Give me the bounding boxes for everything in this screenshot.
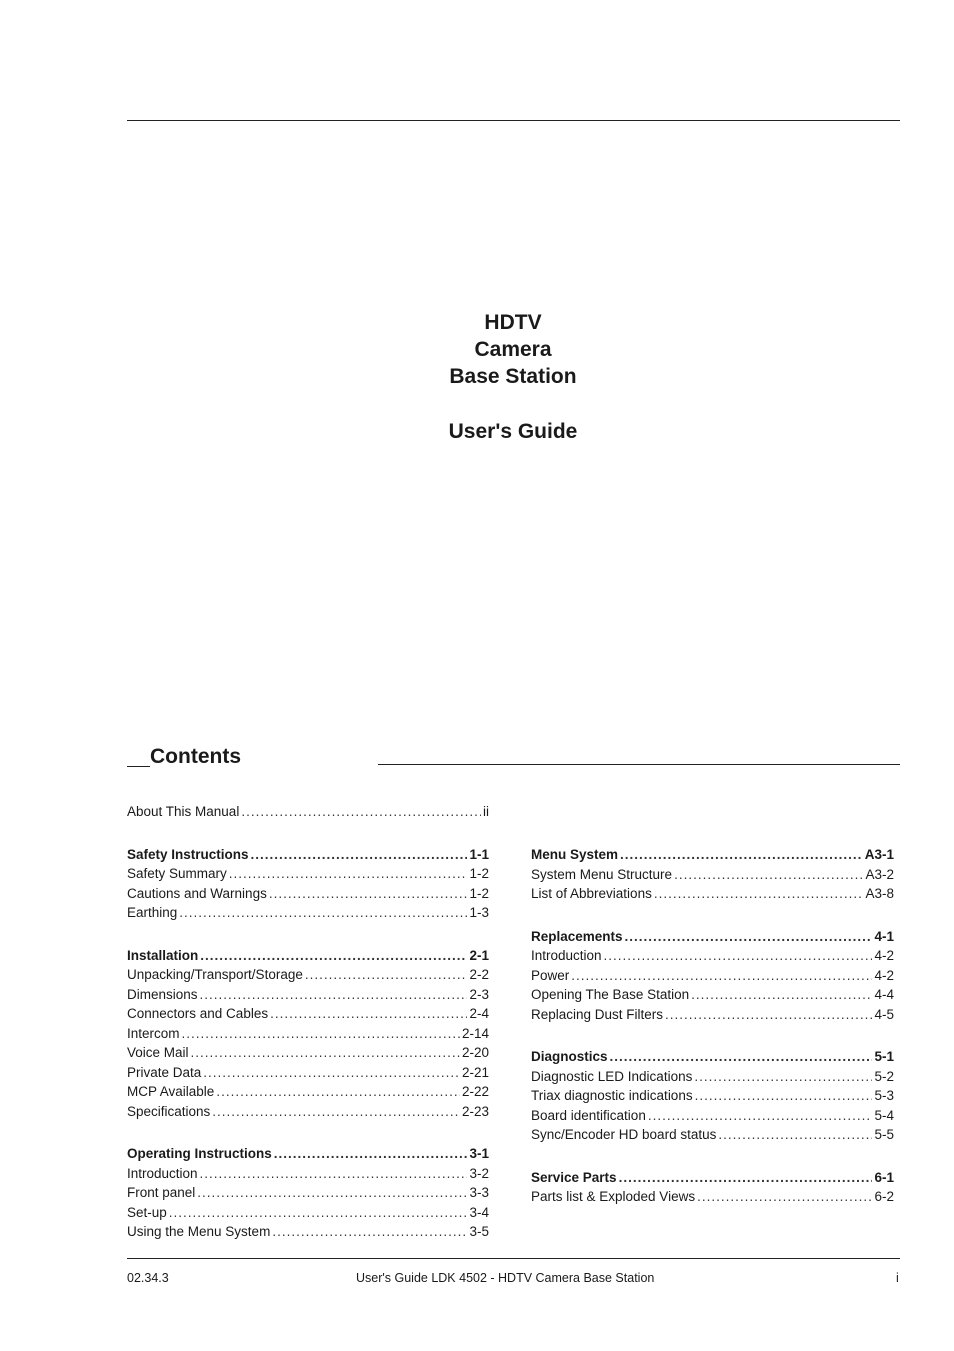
toc-entry-title: Safety Instructions bbox=[127, 846, 249, 862]
toc-leader-dots bbox=[203, 1063, 460, 1083]
toc-entry-page: 2-1 bbox=[469, 947, 489, 963]
toc-entry-page: 3-3 bbox=[469, 1185, 489, 1200]
toc-entry-page: 3-5 bbox=[469, 1224, 489, 1239]
toc-entry[interactable] bbox=[127, 884, 489, 904]
toc-entry-title: Board identification bbox=[531, 1107, 646, 1123]
toc-entry[interactable] bbox=[127, 1082, 489, 1102]
toc-entry-title: Power bbox=[531, 967, 570, 983]
toc-entry-title: Earthing bbox=[127, 905, 178, 920]
toc-section bbox=[531, 927, 894, 1025]
toc-leader-dots bbox=[200, 1164, 468, 1184]
toc-entry[interactable] bbox=[127, 1043, 489, 1063]
toc-right-column bbox=[531, 845, 894, 1207]
toc-entry-title: Set-up bbox=[127, 1204, 167, 1220]
toc-entry-title: MCP Available bbox=[127, 1084, 215, 1099]
toc-entry-title: Dimensions bbox=[127, 986, 198, 1002]
toc-entry[interactable] bbox=[127, 1063, 489, 1083]
toc-leader-dots bbox=[272, 1222, 467, 1242]
footer-doc-title: User's Guide LDK 4502 - HDTV Camera Base Station bbox=[356, 1271, 655, 1285]
toc-leader-dots bbox=[695, 1086, 873, 1106]
toc-entry-page: ii bbox=[483, 804, 489, 819]
toc-entry-title: Service Parts bbox=[531, 1169, 617, 1185]
toc-entry-page: 5-5 bbox=[874, 1127, 894, 1142]
toc-leader-dots bbox=[216, 1082, 460, 1102]
toc-entry[interactable] bbox=[127, 985, 489, 1005]
footer-page-number: i bbox=[896, 1271, 899, 1285]
toc-leader-dots bbox=[665, 1005, 872, 1025]
toc-entry-title: Cautions and Warnings bbox=[127, 885, 267, 901]
toc-entry-page: 5-2 bbox=[874, 1068, 894, 1084]
toc-leader-dots bbox=[674, 865, 863, 885]
toc-entry[interactable] bbox=[127, 1164, 489, 1184]
toc-entry-title: Introduction bbox=[531, 948, 602, 963]
toc-leader-dots bbox=[694, 1067, 872, 1087]
toc-entry-page: 3-2 bbox=[469, 1165, 489, 1181]
toc-entry-page: 4-2 bbox=[874, 948, 894, 963]
toc-entry-title: System Menu Structure bbox=[531, 866, 673, 882]
heading-rule-right bbox=[378, 764, 900, 765]
toc-leader-dots bbox=[305, 965, 468, 985]
toc-entry[interactable] bbox=[531, 1005, 894, 1025]
toc-entry-page: 2-4 bbox=[469, 1006, 489, 1021]
toc-section bbox=[531, 1047, 894, 1145]
toc-entry-page: 1-1 bbox=[469, 846, 489, 862]
toc-entry-page: 2-2 bbox=[469, 967, 489, 982]
toc-leader-dots bbox=[697, 1187, 872, 1207]
toc-chapter-entry[interactable] bbox=[531, 845, 894, 865]
toc-leader-dots bbox=[191, 1043, 460, 1063]
toc-leader-dots bbox=[691, 985, 872, 1005]
toc-leader-dots bbox=[197, 1183, 467, 1203]
toc-entry-title: Operating Instructions bbox=[127, 1146, 272, 1161]
toc-entry-title: Intercom bbox=[127, 1025, 180, 1041]
toc-entry-title: Menu System bbox=[531, 847, 619, 862]
toc-leader-dots bbox=[229, 864, 468, 884]
toc-entry-title: Opening The Base Station bbox=[531, 987, 690, 1002]
toc-leader-dots bbox=[200, 985, 468, 1005]
toc-entry[interactable] bbox=[531, 1067, 894, 1087]
toc-entry-title: Connectors and Cables bbox=[127, 1006, 269, 1021]
toc-entry-title: Unpacking/Transport/Storage bbox=[127, 967, 303, 982]
toc-left-column bbox=[127, 802, 489, 1242]
heading-rule-left bbox=[127, 766, 150, 767]
toc-entry-page: 4-2 bbox=[874, 967, 894, 983]
toc-entry-title: Parts list & Exploded Views bbox=[531, 1189, 696, 1204]
toc-entry-page: 1-2 bbox=[469, 866, 489, 881]
toc-leader-dots bbox=[182, 1024, 460, 1044]
toc-entry[interactable] bbox=[531, 1187, 894, 1207]
toc-leader-dots bbox=[241, 802, 481, 822]
toc-entry-title: Triax diagnostic indications bbox=[531, 1088, 693, 1103]
title-line: Base Station bbox=[449, 365, 577, 388]
title-line: HDTV bbox=[484, 311, 542, 334]
title-line: User's Guide bbox=[448, 420, 578, 443]
toc-entry-title: Voice Mail bbox=[127, 1045, 189, 1060]
toc-chapter-entry[interactable] bbox=[127, 1144, 489, 1164]
toc-entry[interactable] bbox=[127, 864, 489, 884]
toc-entry[interactable] bbox=[127, 1024, 489, 1044]
toc-leader-dots bbox=[610, 1047, 873, 1067]
toc-section bbox=[531, 845, 894, 904]
toc-entry-title: List of Abbreviations bbox=[531, 886, 652, 901]
toc-entry[interactable] bbox=[531, 1086, 894, 1106]
toc-entry-page: 4-4 bbox=[874, 987, 894, 1002]
toc-entry-page: 2-23 bbox=[461, 1103, 489, 1119]
toc-chapter-entry[interactable] bbox=[531, 1168, 894, 1188]
contents-heading bbox=[127, 744, 900, 768]
toc-entry[interactable] bbox=[127, 1203, 489, 1223]
toc-section bbox=[127, 1144, 489, 1242]
toc-leader-dots bbox=[200, 946, 467, 966]
toc-leader-dots bbox=[625, 927, 873, 947]
toc-leader-dots bbox=[169, 1203, 468, 1223]
toc-entry-title: Sync/Encoder HD board status bbox=[531, 1127, 717, 1142]
toc-chapter-entry[interactable] bbox=[531, 1047, 894, 1067]
toc-entry-title: About This Manual bbox=[127, 804, 240, 819]
toc-entry-page: 6-2 bbox=[874, 1189, 894, 1204]
toc-entry[interactable] bbox=[531, 884, 894, 904]
toc-entry-title: Front panel bbox=[127, 1185, 196, 1200]
toc-leader-dots bbox=[619, 1168, 873, 1188]
toc-entry[interactable] bbox=[127, 1183, 489, 1203]
toc-leader-dots bbox=[604, 946, 873, 966]
toc-entry-page: 2-20 bbox=[461, 1045, 489, 1060]
toc-entry-title: Diagnostics bbox=[531, 1049, 608, 1064]
toc-entry-page: 5-4 bbox=[874, 1107, 894, 1123]
toc-chapter-entry[interactable] bbox=[127, 845, 489, 865]
toc-entry[interactable] bbox=[531, 966, 894, 986]
toc-section bbox=[127, 845, 489, 923]
toc-leader-dots bbox=[270, 1004, 467, 1024]
toc-entry-page: A3-1 bbox=[864, 847, 894, 862]
title-line: Camera bbox=[474, 338, 552, 361]
toc-entry-title: Private Data bbox=[127, 1064, 202, 1080]
contents-heading-label: Contents bbox=[150, 745, 241, 768]
toc-leader-dots bbox=[269, 884, 468, 904]
toc-entry[interactable] bbox=[531, 1106, 894, 1126]
toc-entry-page: 4-5 bbox=[874, 1006, 894, 1022]
toc-entry-page: 3-4 bbox=[469, 1204, 489, 1220]
toc-entry-page: 5-1 bbox=[874, 1049, 894, 1064]
toc-entry-page: 5-3 bbox=[874, 1088, 894, 1103]
toc-leader-dots bbox=[571, 966, 872, 986]
toc-entry[interactable] bbox=[531, 985, 894, 1005]
toc-entry-title: Diagnostic LED Indications bbox=[531, 1068, 693, 1084]
toc-entry-page: A3-2 bbox=[865, 866, 894, 882]
toc-entry[interactable] bbox=[531, 865, 894, 885]
toc-leader-dots bbox=[718, 1125, 872, 1145]
document-title bbox=[413, 309, 613, 445]
toc-entry-page: 2-21 bbox=[461, 1064, 489, 1080]
toc-section bbox=[531, 1168, 894, 1207]
toc-entry-title: Specifications bbox=[127, 1103, 211, 1119]
toc-entry[interactable] bbox=[127, 903, 489, 923]
toc-entry-title: Installation bbox=[127, 947, 199, 963]
toc-entry-page: 2-14 bbox=[461, 1025, 489, 1041]
toc-leader-dots bbox=[212, 1102, 460, 1122]
toc-entry[interactable] bbox=[127, 1004, 489, 1024]
toc-section bbox=[127, 946, 489, 1122]
toc-entry[interactable] bbox=[127, 1102, 489, 1122]
toc-leader-dots bbox=[251, 845, 468, 865]
toc-entry-page: 1-3 bbox=[469, 905, 489, 920]
toc-entry-page: 6-1 bbox=[874, 1169, 894, 1185]
toc-entry[interactable] bbox=[127, 965, 489, 985]
header-rule bbox=[127, 120, 900, 121]
toc-section bbox=[127, 802, 489, 822]
toc-leader-dots bbox=[274, 1144, 468, 1164]
footer-doc-code: 02.34.3 bbox=[127, 1271, 169, 1285]
toc-entry[interactable] bbox=[127, 802, 489, 822]
toc-entry-title: Safety Summary bbox=[127, 866, 227, 881]
toc-leader-dots bbox=[179, 903, 467, 923]
toc-entry-page: 2-22 bbox=[461, 1084, 489, 1099]
toc-entry[interactable] bbox=[531, 1125, 894, 1145]
toc-leader-dots bbox=[654, 884, 864, 904]
toc-leader-dots bbox=[648, 1106, 873, 1126]
footer-rule bbox=[127, 1258, 900, 1259]
toc-entry-title: Replacing Dust Filters bbox=[531, 1006, 664, 1022]
toc-entry-title: Replacements bbox=[531, 928, 623, 944]
toc-chapter-entry[interactable] bbox=[127, 946, 489, 966]
toc-chapter-entry[interactable] bbox=[531, 927, 894, 947]
toc-entry-page: 3-1 bbox=[469, 1146, 489, 1161]
toc-leader-dots bbox=[620, 845, 863, 865]
toc-entry-page: 1-2 bbox=[469, 885, 489, 901]
toc-entry[interactable] bbox=[531, 946, 894, 966]
toc-entry-page: A3-8 bbox=[865, 886, 894, 901]
toc-entry-page: 4-1 bbox=[874, 928, 894, 944]
toc-entry-title: Using the Menu System bbox=[127, 1224, 271, 1239]
toc-entry-page: 2-3 bbox=[469, 986, 489, 1002]
toc-entry[interactable] bbox=[127, 1222, 489, 1242]
toc-entry-title: Introduction bbox=[127, 1165, 198, 1181]
